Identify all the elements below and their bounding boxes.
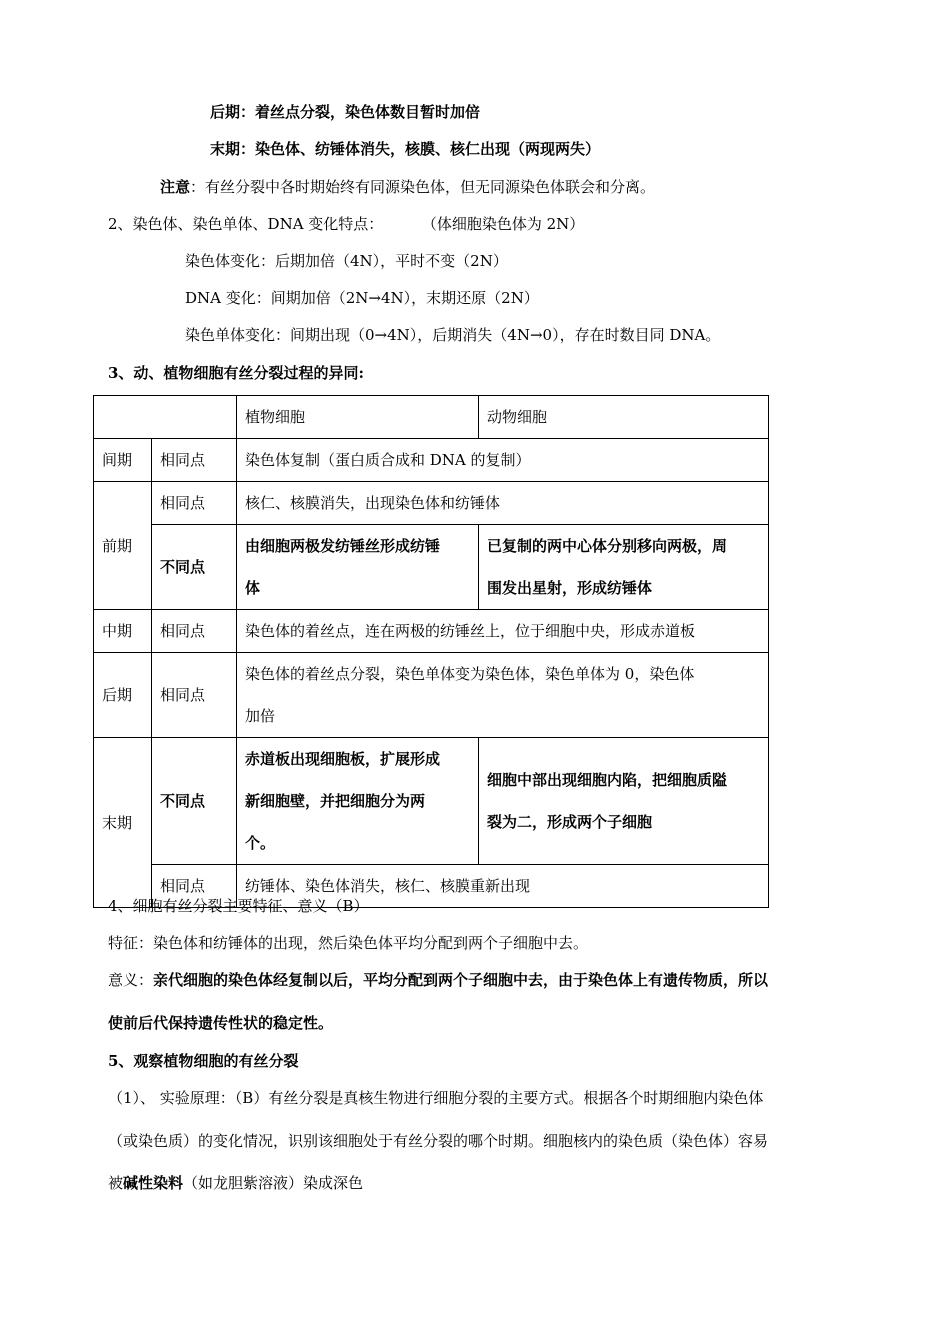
telophase-diff-plant-line: 新细胞壁，并把细胞分为两 — [245, 792, 426, 810]
anaphase-same-line: 染色体的着丝点分裂，染色单体变为染色体，染色单体为 0，染色体 — [245, 665, 695, 683]
prophase-diff-animal — [479, 525, 769, 610]
telophase-diff-plant — [237, 738, 479, 865]
chromatid-change-line: 染色单体变化：间期出现（0→4N），后期消失（4N→0），存在时数目同 DNA。 — [185, 326, 721, 344]
telophase-diff-plant-line: 个。 — [245, 834, 276, 852]
meaning-text-1: 亲代细胞的染色体经复制以后，平均分配到两个子细胞中去，由于染色体上有遗传物质，所以 — [153, 971, 769, 989]
anaphase-same — [237, 653, 769, 738]
anaphase-same-line: 加倍 — [245, 707, 276, 725]
prophase-same: 核仁、核膜消失，出现染色体和纺锤体 — [237, 482, 769, 525]
section3-title: 3、动、植物细胞有丝分裂过程的异同: — [108, 364, 364, 382]
telophase-diff-plant-line: 赤道板出现细胞板，扩展形成 — [245, 750, 441, 768]
section2-title-text: 2、染色体、染色单体、DNA 变化特点： — [108, 215, 384, 233]
late-phase-line: 后期：着丝点分裂，染色体数目暂时加倍 — [210, 103, 481, 121]
note-line — [160, 177, 655, 197]
diff-label: 不同点 — [152, 738, 237, 865]
section2-title — [108, 214, 584, 234]
prophase-diff-animal-line: 围发出星射，形成纺锤体 — [487, 579, 653, 597]
anaphase-label: 后期 — [94, 653, 152, 738]
meaning-label: 意义： — [108, 971, 154, 989]
table-row — [94, 653, 769, 738]
section2-title-note: （体细胞染色体为 2N） — [429, 215, 585, 233]
table-row — [94, 610, 769, 653]
telophase-diff-animal-line: 裂为二，形成两个子细胞 — [487, 813, 653, 831]
header-plant: 植物细胞 — [237, 396, 479, 439]
meaning-line-2: 使前后代保持遗传性状的稳定性。 — [108, 1014, 334, 1032]
principle-line-2: （或染色质）的变化情况，识别该细胞处于有丝分裂的哪个时期。细胞核内的染色质（染色体）容易 — [108, 1132, 769, 1150]
telophase-label: 末期 — [94, 738, 152, 908]
telophase-diff-animal-line: 细胞中部出现细胞内陷，把细胞质隘 — [487, 771, 728, 789]
telophase-same: 纺锤体、染色体消失，核仁、核膜重新出现 — [237, 865, 769, 908]
alkaline-dye-term: 碱性染料 — [123, 1174, 184, 1192]
table-row — [94, 396, 769, 439]
end-phase-line: 末期：染色体、纺锤体消失，核膜、核仁出现（两现两失） — [210, 140, 601, 158]
same-label: 相同点 — [152, 482, 237, 525]
table-row — [94, 525, 769, 610]
prophase-diff-plant-line: 由细胞两极发纺锤丝形成纺锤 — [245, 537, 441, 555]
metaphase-label: 中期 — [94, 610, 152, 653]
prophase-diff-animal-line: 已复制的两中心体分别移向两极，周 — [487, 537, 728, 555]
interphase-same: 染色体复制（蛋白质合成和 DNA 的复制） — [237, 439, 769, 482]
prophase-diff-plant — [237, 525, 479, 610]
principle-post: （如龙胆紫溶液）染成深色 — [183, 1174, 364, 1192]
header-animal: 动物细胞 — [479, 396, 769, 439]
note-text: ：有丝分裂中各时期始终有同源染色体，但无同源染色体联会和分离。 — [190, 178, 656, 196]
principle-line-3 — [108, 1173, 363, 1193]
telophase-diff-animal — [479, 738, 769, 865]
diff-label: 不同点 — [152, 525, 237, 610]
meaning-line — [108, 970, 768, 990]
interphase-label: 间期 — [94, 439, 152, 482]
section5-title: 5、观察植物细胞的有丝分裂 — [108, 1052, 299, 1070]
comparison-table — [93, 395, 769, 908]
same-label: 相同点 — [152, 610, 237, 653]
table-corner-cell — [94, 396, 237, 439]
feature-line: 特征：染色体和纺锤体的出现，然后染色体平均分配到两个子细胞中去。 — [108, 934, 589, 952]
dna-change-line: DNA 变化：间期加倍（2N→4N），末期还原（2N） — [185, 289, 539, 307]
principle-pre: 被 — [108, 1174, 124, 1192]
prophase-diff-plant-line: 体 — [245, 579, 261, 597]
table-row — [94, 482, 769, 525]
table-row — [94, 439, 769, 482]
same-label: 相同点 — [152, 865, 237, 908]
prophase-label: 前期 — [94, 482, 152, 610]
note-label: 注意 — [160, 178, 191, 196]
same-label: 相同点 — [152, 653, 237, 738]
same-label: 相同点 — [152, 439, 237, 482]
section4-title: 4、细胞有丝分裂主要特征、意义（B） — [108, 897, 369, 915]
principle-line-1: （1）、 实验原理：（B）有丝分裂是真核生物进行细胞分裂的主要方式。根据各个时期细胞内染色体 — [108, 1089, 764, 1107]
chromosome-change-line: 染色体变化：后期加倍（4N），平时不变（2N） — [185, 252, 508, 270]
metaphase-same: 染色体的着丝点，连在两极的纺锤丝上，位于细胞中央，形成赤道板 — [237, 610, 769, 653]
table-row — [94, 738, 769, 865]
